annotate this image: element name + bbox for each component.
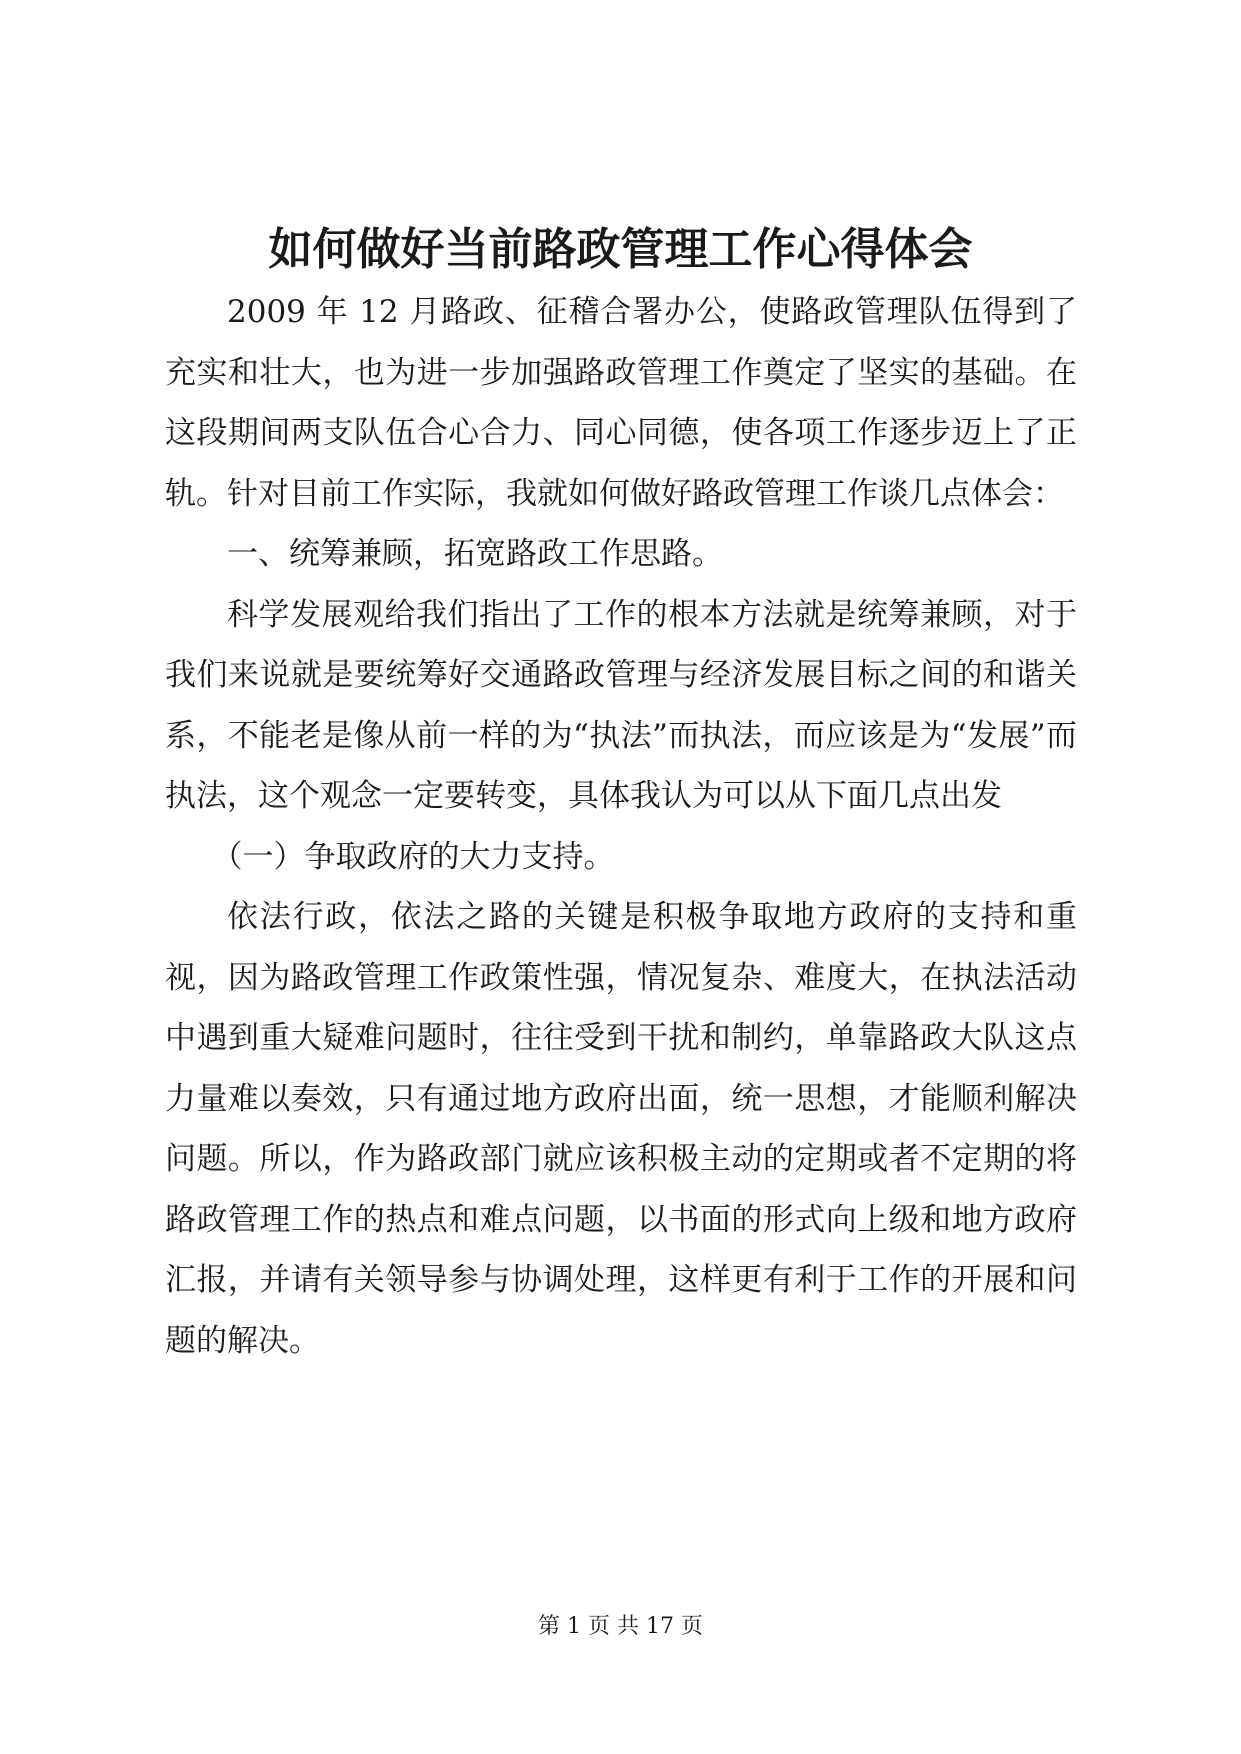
paragraph-intro: 2009 年 12 月路政、征稽合署办公，使路政管理队伍得到了充实和壮大，也为进一步加强路政管理工作奠定了坚实的基础。在这段期间两支队伍合心合力、同心同德，使各项工作逐步迈上了正轨。针对目前工作实际，我就如何做好路政管理工作谈几点体会： [165, 294, 1077, 512]
subsection-heading-1: （一）争取政府的大力支持。 [211, 838, 615, 875]
page-footer: 第 1 页 共 17 页 [538, 1614, 703, 1639]
document-title: 如何做好当前路政管理工作心得体会 [268, 224, 973, 275]
paragraph-section-1: 科学发展观给我们指出了工作的根本方法就是统筹兼顾，对于我们来说就是要统筹好交通路政管理与经济发展目标之间的和谐关系，不能老是像从前一样的为“执法”而执法，而应该是为“发展”而执法，这个观念一定要转变，具体我认为可以从下面几点出发 [165, 596, 1077, 814]
document-body [165, 282, 1077, 1371]
paragraph-subsection-1: 依法行政，依法之路的关键是积极争取地方政府的支持和重视，因为路政管理工作政策性强，情况复杂、难度大，在执法活动中遇到重大疑难问题时，往往受到干扰和制约，单靠路政大队这点力量难以奏效，只有通过地方政府出面，统一思想，才能顺利解决问题。所以，作为路政部门就应该积极主动的定期或者不定期的将路政管理工作的热点和难点问题，以书面的形式向上级和地方政府汇报，并请有关领导参与协调处理，这样更有利于工作的开展和问题的解决。 [165, 899, 1077, 1359]
section-heading-1: 一、统筹兼顾，拓宽路政工作思路。 [227, 536, 723, 572]
